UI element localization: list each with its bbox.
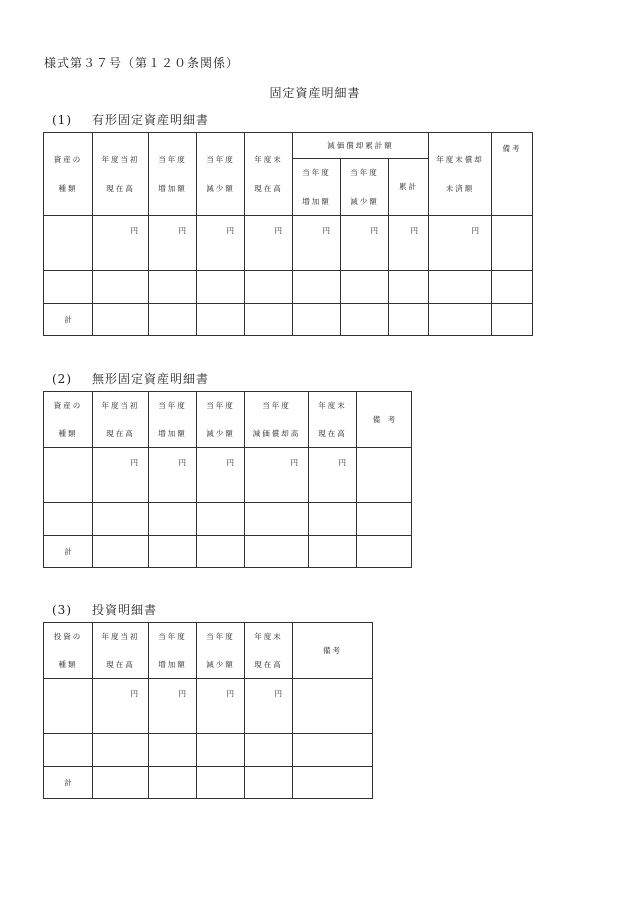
table-row	[44, 679, 373, 734]
section1-number: (1)	[52, 113, 72, 127]
table-row	[44, 216, 533, 271]
yen-unit: 円	[429, 216, 492, 271]
header-end-balance: 年度末 現在高	[309, 392, 357, 448]
cell	[44, 679, 93, 734]
yen-unit: 円	[341, 216, 389, 271]
cell	[293, 679, 373, 734]
section1-heading	[52, 111, 209, 128]
header-dep-increase: 当年度 増加額	[293, 159, 341, 216]
header-undepreciated: 年度末償却 未済額	[429, 133, 492, 216]
section2-heading	[52, 370, 209, 387]
yen-unit: 円	[149, 679, 197, 734]
header-dep-decrease: 当年度 減少額	[341, 159, 389, 216]
section2-title: 無形固定資産明細書	[92, 372, 210, 386]
document-title: 固定資産明細書	[269, 86, 361, 100]
yen-unit: 円	[149, 448, 197, 503]
yen-unit: 円	[293, 216, 341, 271]
section3-number: (3)	[52, 603, 72, 617]
table-row	[44, 448, 412, 503]
header-decrease: 当年度 減少額	[197, 133, 245, 216]
header-increase: 当年度 増加額	[149, 133, 197, 216]
table-row	[44, 734, 373, 767]
yen-unit: 円	[245, 216, 293, 271]
form-number: 様式第３７号（第１２０条関係）	[44, 56, 240, 70]
tangible-assets-table	[43, 132, 533, 336]
header-asset-type: 資産の 種類	[44, 392, 93, 448]
cell	[44, 448, 93, 503]
yen-unit: 円	[93, 216, 149, 271]
cell	[357, 448, 412, 503]
yen-unit: 円	[245, 448, 309, 503]
yen-unit: 円	[93, 448, 149, 503]
section3-heading	[52, 601, 157, 618]
header-amortization: 当年度 減価償却高	[245, 392, 309, 448]
yen-unit: 円	[197, 679, 245, 734]
header-begin-balance: 年度当初 現在高	[93, 392, 149, 448]
header-increase: 当年度 増加額	[149, 392, 197, 448]
header-end-balance: 年度末 現在高	[245, 133, 293, 216]
header-decrease: 当年度 減少額	[197, 392, 245, 448]
table-row	[44, 503, 412, 536]
section2-number: (2)	[52, 372, 72, 386]
cell	[44, 216, 93, 271]
section1-title: 有形固定資産明細書	[92, 113, 210, 127]
total-label: 計	[44, 767, 93, 799]
header-decrease: 当年度 減少額	[197, 623, 245, 679]
yen-unit: 円	[197, 448, 245, 503]
total-label: 計	[44, 536, 93, 568]
yen-unit: 円	[149, 216, 197, 271]
yen-unit: 円	[197, 216, 245, 271]
yen-unit: 円	[309, 448, 357, 503]
header-dep-total: 累計	[389, 159, 429, 216]
total-row	[44, 536, 412, 568]
table-row	[44, 271, 533, 304]
header-begin-balance: 年度当初 現在高	[93, 133, 149, 216]
yen-unit: 円	[245, 679, 293, 734]
header-increase: 当年度 増加額	[149, 623, 197, 679]
total-label: 計	[44, 304, 93, 336]
header-accumulated-depreciation: 減価償却累計額	[293, 133, 429, 159]
yen-unit: 円	[93, 679, 149, 734]
header-begin-balance: 年度当初 現在高	[93, 623, 149, 679]
header-remarks: 備考	[492, 133, 533, 216]
header-remarks: 備考	[293, 623, 373, 679]
header-end-balance: 年度末 現在高	[245, 623, 293, 679]
yen-unit: 円	[389, 216, 429, 271]
intangible-assets-table	[43, 391, 412, 568]
investments-table	[43, 622, 373, 799]
header-asset-type: 資産の 種類	[44, 133, 93, 216]
header-remarks: 備 考	[357, 392, 412, 448]
total-row	[44, 304, 533, 336]
section3-title: 投資明細書	[92, 603, 158, 617]
total-row	[44, 767, 373, 799]
cell	[492, 216, 533, 271]
header-investment-type: 投資の 種類	[44, 623, 93, 679]
